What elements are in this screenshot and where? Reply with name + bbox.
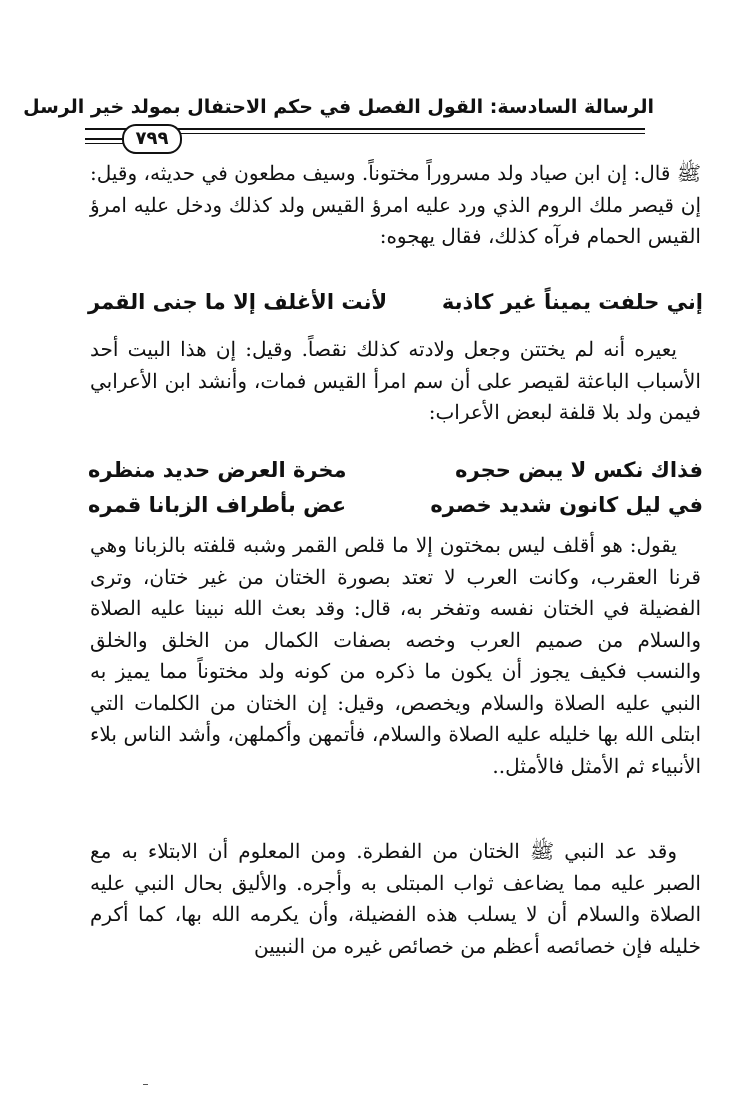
- paragraph-3: يقول: هو أقلف ليس بمختون إلا ما قلص القمر وشبه قلفته بالزبانا وهي قرنا العقرب، وكانت العرب لا تعتد بصورة الختان من غير ختان، وترى الفضيلة في الختان نفسه وتفخر به، قال: وقد بعث الله نبينا عليه الصلاة والسلام من صميم العرب وخصه بصفات الكمال من الخلق والخلق والنسب فكيف يجوز أن يكون ما ذكره من كونه ولد مختوناً مما يميز به النبي عليه الصلاة والسلام ويخصص، وقيل: إن الختان من الكلمات التي ابتلى الله بها خليله عليه الصلاة والسلام، فأتمهن وأكملهن، وأشد الناس بلاء الأنبياء ثم الأمثل فالأمثل..: [90, 533, 701, 778]
- verse-1-first-hemistich: إني حلفت يميناً غير كاذبة: [441, 290, 703, 314]
- verse-3-first-hemistich: في ليل كانون شديد خصره: [430, 493, 703, 517]
- page-number: ٧٩٩: [122, 124, 182, 154]
- paragraph-2: يعيره أنه لم يختتن وجعل ولادته كذلك نقصاً. وقيل: إن هذا البيت أحد الأسباب الباعثة لقيصر على أن سم امرأ القيس فمات، وأنشد ابن الأعرابي فيمن ولد بلا قلفة لبعض الأعراب:: [90, 337, 701, 424]
- verse-line-3: [88, 487, 703, 523]
- verse-2-first-hemistich: فذاك نكس لا يبض حجره: [455, 458, 703, 482]
- header-rule-left-thin: [85, 143, 125, 144]
- paragraph-1: ﷺ قال: إن ابن صياد ولد مسروراً مختوناً. وسيف مطعون في حديثه، وقيل: إن قيصر ملك الروم الذي ورد عليه امرؤ القيس ولد كذلك ودخل عليه امرؤ القيس الحمام فرآه كذلك، فقال يهجوه:: [90, 161, 701, 248]
- verse-3-second-hemistich: عض بأطراف الزبانا قمره: [88, 493, 347, 517]
- header-rule-left-thick: [85, 138, 125, 140]
- scan-speck: [143, 1084, 148, 1085]
- verse-2-second-hemistich: مخرة العرض حديد منظره: [88, 458, 347, 482]
- header-rule-thin: [180, 133, 645, 134]
- verse-line-1: [88, 284, 703, 320]
- verse-1-second-hemistich: لأنت الأغلف إلا ما جنى القمر: [88, 290, 388, 314]
- verse-line-2: [88, 452, 703, 488]
- paragraph-4: وقد عد النبي ﷺ الختان من الفطرة. ومن المعلوم أن الابتلاء به مع الصبر عليه مما يضاعف ثواب المبتلى به وأجره. والأليق بحال النبي عليه الصلاة والسلام أن لا يسلب هذه الفضيلة، وأن يكرمه الله بها، كما أكرم خليله فإن خصائصه أعظم من خصائص غيره من النبيين: [90, 839, 701, 958]
- running-title: الرسالة السادسة: القول الفصل في حكم الاحتفال بمولد خير الرسل: [23, 96, 654, 118]
